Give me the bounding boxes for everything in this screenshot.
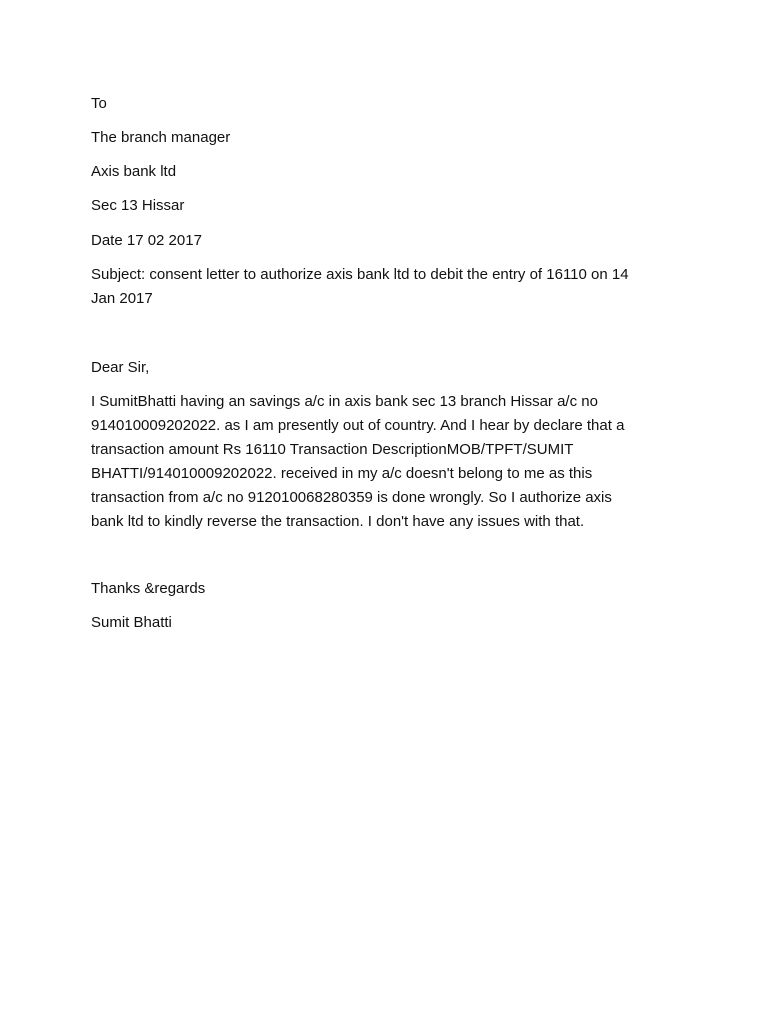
body-line-3: transaction amount Rs 16110 Transaction DescriptionMOB/TPFT/SUMIT xyxy=(91,441,574,458)
body-line-5: transaction from a/c no 912010068280359 is done wrongly. So I authorize axis xyxy=(91,489,612,506)
body-line-6: bank ltd to kindly reverse the transaction. I don't have any issues with that. xyxy=(91,513,585,530)
body-line-2: 914010009202022. as I am presently out of country. And I hear by declare that a xyxy=(91,417,625,434)
subject-line-1: Subject: consent letter to authorize axis bank ltd to debit the entry of 16110 on 14 xyxy=(91,266,629,283)
body-line-4: BHATTI/914010009202022. received in my a/c doesn't belong to me as this xyxy=(91,465,593,482)
addressee-location: Sec 13 Hissar xyxy=(91,197,185,214)
salutation: Dear Sir, xyxy=(91,359,150,376)
subject-block xyxy=(91,263,691,311)
addressee-recipient: The branch manager xyxy=(91,129,231,146)
signature-name: Sumit Bhatti xyxy=(91,614,172,631)
letter-date: Date 17 02 2017 xyxy=(91,232,202,249)
subject-line-2: Jan 2017 xyxy=(91,290,153,307)
addressee-to: To xyxy=(91,95,107,112)
closing: Thanks &regards xyxy=(91,580,206,597)
addressee-bank: Axis bank ltd xyxy=(91,163,177,180)
body-paragraph xyxy=(91,390,691,534)
body-line-1: I SumitBhatti having an savings a/c in axis bank sec 13 branch Hissar a/c no xyxy=(91,393,598,410)
